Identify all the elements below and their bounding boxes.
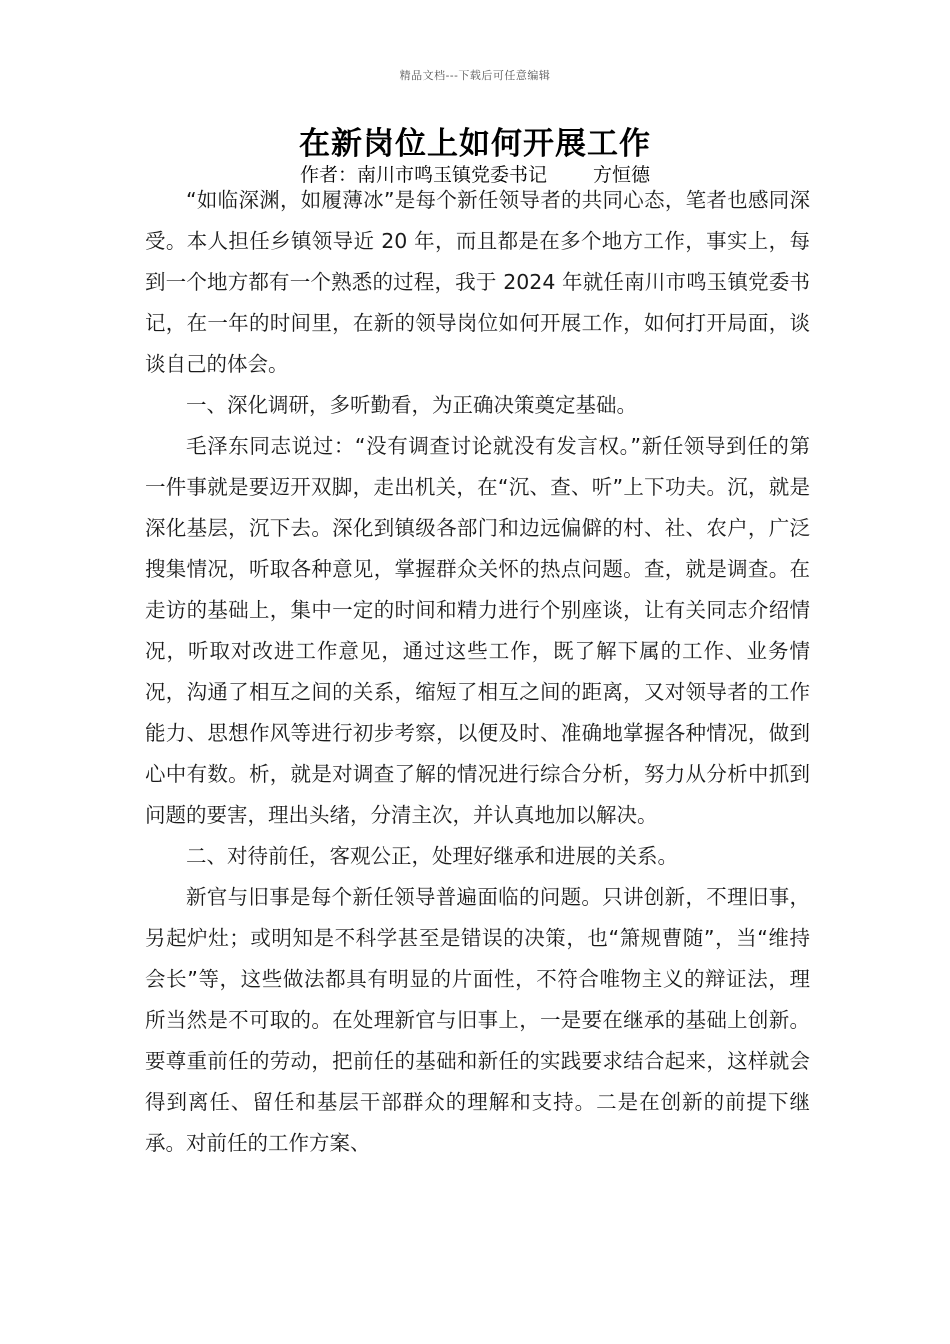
paragraph-intro: “如临深渊，如履薄冰”是每个新任领导者的共同心态，笔者也感同深受。本人担任乡镇领导近 20 年，而且都是在多个地方工作，事实上，每到一个地方都有一个熟悉的过程，我于 2024 年就任南川市鸣玉镇党委书记，在一年的时间里，在新的领导岗位如何开展工作，如何打开局面，谈谈自己的体会。 [145,188,810,376]
header-note: 精品文档---下载后可任意编辑 [399,69,551,82]
paragraph-section-2: 新官与旧事是每个新任领导普遍面临的问题。只讲创新，不理旧事，另起炉灶；或明知是不科学甚至是错误的决策，也“箫规曹随”，当“维持会长”等，这些做法都具有明显的片面性，不符合唯物主义的辩证法，理所当然是不可取的。在处理新官与旧事上，一是要在继承的基础上创新。要尊重前任的劳动，把前任的基础和新任的实践要求结合起来，这样就会得到离任、留任和基层干部群众的理解和支持。二是在创新的前提下继承。对前任的工作方案、 [145,885,810,1155]
author-label: 作者：南川市鸣玉镇党委书记 [299,164,547,186]
author-name: 方恒德 [593,164,651,186]
document-title: 在新岗位上如何开展工作 [299,126,651,162]
section-heading-2: 二、对待前任，客观公正，处理好继承和进展的关系。 [186,844,678,868]
section-heading-1: 一、深化调研，多听勤看，为正确决策奠定基础。 [186,393,637,417]
article-body [145,180,810,1164]
paragraph-section-1: 毛泽东同志说过：“没有调查讨论就没有发言权。”新任领导到任的第一件事就是要迈开双脚，走出机关，在“沉、查、听”上下功夫。沉，就是深化基层，沉下去。深化到镇级各部门和边远偏僻的村、社、农户，广泛搜集情况，听取各种意见，掌握群众关怀的热点问题。查，就是调查。在走访的基础上，集中一定的时间和精力进行个别座谈，让有关同志介绍情况，听取对改进工作意见，通过这些工作，既了解下属的工作、业务情况，沟通了相互之间的关系，缩短了相互之间的距离，又对领导者的工作能力、思想作风等进行初步考察，以便及时、准确地掌握各种情况，做到心中有数。析，就是对调查了解的情况进行综合分析，努力从分析中抓到问题的要害，理出头绪，分清主次，并认真地加以解决。 [145,434,810,827]
